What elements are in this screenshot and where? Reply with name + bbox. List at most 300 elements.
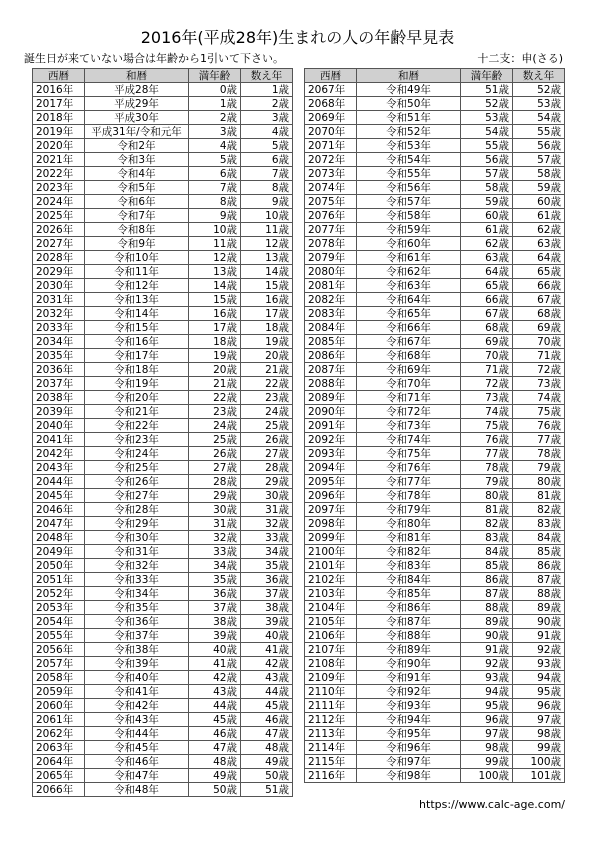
seireki-cell: 2046年 [33, 503, 85, 517]
wareki-cell: 令和61年 [357, 251, 461, 265]
wareki-cell: 令和41年 [85, 685, 189, 699]
mannenrei-cell: 67歳 [461, 307, 513, 321]
seireki-cell: 2100年 [305, 545, 357, 559]
wareki-cell: 令和27年 [85, 489, 189, 503]
kazoe-cell: 38歳 [241, 601, 293, 615]
mannenrei-cell: 73歳 [461, 391, 513, 405]
mannenrei-cell: 92歳 [461, 657, 513, 671]
wareki-cell: 令和92年 [357, 685, 461, 699]
table-row [33, 531, 293, 545]
kazoe-cell: 46歳 [241, 713, 293, 727]
kazoe-cell: 86歳 [513, 559, 565, 573]
table-row [305, 139, 565, 153]
mannenrei-cell: 75歳 [461, 419, 513, 433]
kazoe-cell: 41歳 [241, 643, 293, 657]
wareki-cell: 平成30年 [85, 111, 189, 125]
wareki-cell: 令和44年 [85, 727, 189, 741]
seireki-cell: 2022年 [33, 167, 85, 181]
kazoe-cell: 48歳 [241, 741, 293, 755]
table-row [33, 769, 293, 783]
kazoe-cell: 68歳 [513, 307, 565, 321]
seireki-cell: 2084年 [305, 321, 357, 335]
table-row [33, 307, 293, 321]
kazoe-cell: 2歳 [241, 97, 293, 111]
wareki-cell: 令和38年 [85, 643, 189, 657]
seireki-cell: 2024年 [33, 195, 85, 209]
mannenrei-cell: 85歳 [461, 559, 513, 573]
mannenrei-cell: 72歳 [461, 377, 513, 391]
wareki-cell: 令和46年 [85, 755, 189, 769]
wareki-cell: 令和9年 [85, 237, 189, 251]
kazoe-cell: 88歳 [513, 587, 565, 601]
kazoe-cell: 91歳 [513, 629, 565, 643]
mannenrei-cell: 70歳 [461, 349, 513, 363]
seireki-cell: 2093年 [305, 447, 357, 461]
wareki-cell: 令和73年 [357, 419, 461, 433]
table-row [305, 209, 565, 223]
mannenrei-cell: 96歳 [461, 713, 513, 727]
kazoe-cell: 81歳 [513, 489, 565, 503]
seireki-cell: 2111年 [305, 699, 357, 713]
wareki-cell: 令和11年 [85, 265, 189, 279]
seireki-cell: 2067年 [305, 83, 357, 97]
kazoe-cell: 54歳 [513, 111, 565, 125]
kazoe-cell: 59歳 [513, 181, 565, 195]
mannenrei-cell: 98歳 [461, 741, 513, 755]
mannenrei-cell: 32歳 [189, 531, 241, 545]
mannenrei-cell: 69歳 [461, 335, 513, 349]
table-row [305, 251, 565, 265]
mannenrei-cell: 1歳 [189, 97, 241, 111]
mannenrei-cell: 52歳 [461, 97, 513, 111]
seireki-cell: 2018年 [33, 111, 85, 125]
seireki-cell: 2101年 [305, 559, 357, 573]
mannenrei-cell: 50歳 [189, 783, 241, 797]
wareki-cell: 令和20年 [85, 391, 189, 405]
seireki-cell: 2107年 [305, 643, 357, 657]
seireki-cell: 2087年 [305, 363, 357, 377]
table-row [305, 517, 565, 531]
table-row [33, 139, 293, 153]
kazoe-cell: 97歳 [513, 713, 565, 727]
table-row [305, 475, 565, 489]
table-row [305, 489, 565, 503]
wareki-cell: 令和31年 [85, 545, 189, 559]
seireki-cell: 2082年 [305, 293, 357, 307]
mannenrei-cell: 18歳 [189, 335, 241, 349]
wareki-cell: 令和37年 [85, 629, 189, 643]
kazoe-cell: 10歳 [241, 209, 293, 223]
wareki-cell: 令和21年 [85, 405, 189, 419]
mannenrei-cell: 100歳 [461, 769, 513, 783]
kazoe-cell: 43歳 [241, 671, 293, 685]
wareki-cell: 令和23年 [85, 433, 189, 447]
table-row [305, 195, 565, 209]
wareki-cell: 令和69年 [357, 363, 461, 377]
mannenrei-cell: 84歳 [461, 545, 513, 559]
seireki-cell: 2062年 [33, 727, 85, 741]
wareki-cell: 令和43年 [85, 713, 189, 727]
seireki-cell: 2081年 [305, 279, 357, 293]
kazoe-cell: 52歳 [513, 83, 565, 97]
seireki-cell: 2019年 [33, 125, 85, 139]
mannenrei-cell: 88歳 [461, 601, 513, 615]
kazoe-cell: 17歳 [241, 307, 293, 321]
wareki-cell: 令和88年 [357, 629, 461, 643]
mannenrei-cell: 99歳 [461, 755, 513, 769]
table-row [33, 489, 293, 503]
header-kazoe: 数え年 [241, 69, 293, 83]
kazoe-cell: 101歳 [513, 769, 565, 783]
kazoe-cell: 30歳 [241, 489, 293, 503]
table-row [305, 643, 565, 657]
kazoe-cell: 13歳 [241, 251, 293, 265]
table-row [33, 685, 293, 699]
kazoe-cell: 33歳 [241, 531, 293, 545]
seireki-cell: 2057年 [33, 657, 85, 671]
seireki-cell: 2069年 [305, 111, 357, 125]
table-row [305, 545, 565, 559]
wareki-cell: 令和81年 [357, 531, 461, 545]
table-row [33, 181, 293, 195]
kazoe-cell: 93歳 [513, 657, 565, 671]
mannenrei-cell: 29歳 [189, 489, 241, 503]
seireki-cell: 2056年 [33, 643, 85, 657]
mannenrei-cell: 90歳 [461, 629, 513, 643]
seireki-cell: 2097年 [305, 503, 357, 517]
seireki-cell: 2104年 [305, 601, 357, 615]
wareki-cell: 令和82年 [357, 545, 461, 559]
seireki-cell: 2116年 [305, 769, 357, 783]
kazoe-cell: 4歳 [241, 125, 293, 139]
seireki-cell: 2068年 [305, 97, 357, 111]
mannenrei-cell: 64歳 [461, 265, 513, 279]
header-kazoe: 数え年 [513, 69, 565, 83]
table-row [305, 111, 565, 125]
kazoe-cell: 58歳 [513, 167, 565, 181]
table-row [305, 587, 565, 601]
seireki-cell: 2060年 [33, 699, 85, 713]
seireki-cell: 2073年 [305, 167, 357, 181]
table-row [305, 377, 565, 391]
wareki-cell: 令和50年 [357, 97, 461, 111]
kazoe-cell: 100歳 [513, 755, 565, 769]
table-row [305, 629, 565, 643]
kazoe-cell: 96歳 [513, 699, 565, 713]
table-row [305, 419, 565, 433]
table-row [33, 237, 293, 251]
table-row [33, 601, 293, 615]
mannenrei-cell: 0歳 [189, 83, 241, 97]
seireki-cell: 2072年 [305, 153, 357, 167]
kazoe-cell: 8歳 [241, 181, 293, 195]
kazoe-cell: 36歳 [241, 573, 293, 587]
mannenrei-cell: 77歳 [461, 447, 513, 461]
table-row [305, 363, 565, 377]
mannenrei-cell: 65歳 [461, 279, 513, 293]
seireki-cell: 2034年 [33, 335, 85, 349]
wareki-cell: 令和75年 [357, 447, 461, 461]
table-row [33, 251, 293, 265]
seireki-cell: 2083年 [305, 307, 357, 321]
table-row [33, 125, 293, 139]
wareki-cell: 令和53年 [357, 139, 461, 153]
site-url: https://www.calc-age.com/ [419, 798, 565, 811]
wareki-cell: 令和6年 [85, 195, 189, 209]
seireki-cell: 2115年 [305, 755, 357, 769]
seireki-cell: 2032年 [33, 307, 85, 321]
wareki-cell: 令和25年 [85, 461, 189, 475]
seireki-cell: 2037年 [33, 377, 85, 391]
seireki-cell: 2105年 [305, 615, 357, 629]
kazoe-cell: 65歳 [513, 265, 565, 279]
header-seireki: 西暦 [33, 69, 85, 83]
seireki-cell: 2099年 [305, 531, 357, 545]
table-row [305, 153, 565, 167]
table-row [305, 461, 565, 475]
mannenrei-cell: 60歳 [461, 209, 513, 223]
wareki-cell: 令和86年 [357, 601, 461, 615]
seireki-cell: 2078年 [305, 237, 357, 251]
table-row [305, 769, 565, 783]
kazoe-cell: 83歳 [513, 517, 565, 531]
table-row [33, 391, 293, 405]
seireki-cell: 2065年 [33, 769, 85, 783]
header-seireki: 西暦 [305, 69, 357, 83]
mannenrei-cell: 94歳 [461, 685, 513, 699]
wareki-cell: 令和10年 [85, 251, 189, 265]
kazoe-cell: 40歳 [241, 629, 293, 643]
kazoe-cell: 75歳 [513, 405, 565, 419]
wareki-cell: 令和89年 [357, 643, 461, 657]
wareki-cell: 令和35年 [85, 601, 189, 615]
kazoe-cell: 66歳 [513, 279, 565, 293]
mannenrei-cell: 42歳 [189, 671, 241, 685]
table-row [33, 587, 293, 601]
wareki-cell: 令和16年 [85, 335, 189, 349]
kazoe-cell: 78歳 [513, 447, 565, 461]
kazoe-cell: 80歳 [513, 475, 565, 489]
kazoe-cell: 50歳 [241, 769, 293, 783]
kazoe-cell: 61歳 [513, 209, 565, 223]
seireki-cell: 2031年 [33, 293, 85, 307]
kazoe-cell: 12歳 [241, 237, 293, 251]
seireki-cell: 2110年 [305, 685, 357, 699]
mannenrei-cell: 21歳 [189, 377, 241, 391]
mannenrei-cell: 38歳 [189, 615, 241, 629]
kazoe-cell: 9歳 [241, 195, 293, 209]
kazoe-cell: 71歳 [513, 349, 565, 363]
wareki-cell: 令和48年 [85, 783, 189, 797]
age-note: 誕生日が来ていない場合は年齢から1引いて下さい。 [24, 52, 284, 65]
wareki-cell: 令和63年 [357, 279, 461, 293]
kazoe-cell: 79歳 [513, 461, 565, 475]
mannenrei-cell: 10歳 [189, 223, 241, 237]
wareki-cell: 令和70年 [357, 377, 461, 391]
table-row [305, 755, 565, 769]
kazoe-cell: 92歳 [513, 643, 565, 657]
seireki-cell: 2041年 [33, 433, 85, 447]
seireki-cell: 2074年 [305, 181, 357, 195]
wareki-cell: 令和5年 [85, 181, 189, 195]
mannenrei-cell: 81歳 [461, 503, 513, 517]
seireki-cell: 2030年 [33, 279, 85, 293]
kazoe-cell: 25歳 [241, 419, 293, 433]
mannenrei-cell: 56歳 [461, 153, 513, 167]
kazoe-cell: 56歳 [513, 139, 565, 153]
table-row [305, 741, 565, 755]
mannenrei-cell: 66歳 [461, 293, 513, 307]
table-row [33, 377, 293, 391]
mannenrei-cell: 74歳 [461, 405, 513, 419]
table-row [305, 531, 565, 545]
seireki-cell: 2029年 [33, 265, 85, 279]
table-row [33, 335, 293, 349]
wareki-cell: 令和45年 [85, 741, 189, 755]
header-mannenrei: 満年齢 [189, 69, 241, 83]
kazoe-cell: 45歳 [241, 699, 293, 713]
mannenrei-cell: 8歳 [189, 195, 241, 209]
table-row [305, 573, 565, 587]
mannenrei-cell: 13歳 [189, 265, 241, 279]
table-row [33, 755, 293, 769]
wareki-cell: 令和2年 [85, 139, 189, 153]
kazoe-cell: 49歳 [241, 755, 293, 769]
wareki-cell: 令和22年 [85, 419, 189, 433]
wareki-cell: 令和51年 [357, 111, 461, 125]
kazoe-cell: 72歳 [513, 363, 565, 377]
wareki-cell: 令和65年 [357, 307, 461, 321]
kazoe-cell: 18歳 [241, 321, 293, 335]
seireki-cell: 2109年 [305, 671, 357, 685]
seireki-cell: 2047年 [33, 517, 85, 531]
wareki-cell: 令和8年 [85, 223, 189, 237]
wareki-cell: 令和62年 [357, 265, 461, 279]
mannenrei-cell: 46歳 [189, 727, 241, 741]
kazoe-cell: 60歳 [513, 195, 565, 209]
kazoe-cell: 27歳 [241, 447, 293, 461]
wareki-cell: 令和19年 [85, 377, 189, 391]
mannenrei-cell: 80歳 [461, 489, 513, 503]
table-row [33, 293, 293, 307]
wareki-cell: 令和14年 [85, 307, 189, 321]
kazoe-cell: 1歳 [241, 83, 293, 97]
wareki-cell: 令和57年 [357, 195, 461, 209]
wareki-cell: 令和95年 [357, 727, 461, 741]
wareki-cell: 令和91年 [357, 671, 461, 685]
wareki-cell: 令和80年 [357, 517, 461, 531]
mannenrei-cell: 48歳 [189, 755, 241, 769]
mannenrei-cell: 41歳 [189, 657, 241, 671]
kazoe-cell: 82歳 [513, 503, 565, 517]
seireki-cell: 2035年 [33, 349, 85, 363]
kazoe-cell: 42歳 [241, 657, 293, 671]
seireki-cell: 2026年 [33, 223, 85, 237]
mannenrei-cell: 57歳 [461, 167, 513, 181]
kazoe-cell: 29歳 [241, 475, 293, 489]
seireki-cell: 2113年 [305, 727, 357, 741]
kazoe-cell: 23歳 [241, 391, 293, 405]
mannenrei-cell: 79歳 [461, 475, 513, 489]
kazoe-cell: 5歳 [241, 139, 293, 153]
seireki-cell: 2051年 [33, 573, 85, 587]
seireki-cell: 2049年 [33, 545, 85, 559]
kazoe-cell: 32歳 [241, 517, 293, 531]
table-row [305, 391, 565, 405]
wareki-cell: 令和4年 [85, 167, 189, 181]
seireki-cell: 2091年 [305, 419, 357, 433]
table-row [305, 293, 565, 307]
table-row [33, 209, 293, 223]
mannenrei-cell: 68歳 [461, 321, 513, 335]
mannenrei-cell: 63歳 [461, 251, 513, 265]
mannenrei-cell: 47歳 [189, 741, 241, 755]
mannenrei-cell: 33歳 [189, 545, 241, 559]
kazoe-cell: 22歳 [241, 377, 293, 391]
kazoe-cell: 28歳 [241, 461, 293, 475]
seireki-cell: 2058年 [33, 671, 85, 685]
seireki-cell: 2025年 [33, 209, 85, 223]
mannenrei-cell: 49歳 [189, 769, 241, 783]
mannenrei-cell: 58歳 [461, 181, 513, 195]
table-row [33, 503, 293, 517]
wareki-cell: 令和64年 [357, 293, 461, 307]
table-row [305, 265, 565, 279]
table-row [305, 447, 565, 461]
table-row [305, 307, 565, 321]
seireki-cell: 2039年 [33, 405, 85, 419]
table-row [305, 601, 565, 615]
wareki-cell: 令和94年 [357, 713, 461, 727]
seireki-cell: 2063年 [33, 741, 85, 755]
kazoe-cell: 35歳 [241, 559, 293, 573]
mannenrei-cell: 45歳 [189, 713, 241, 727]
mannenrei-cell: 55歳 [461, 139, 513, 153]
wareki-cell: 令和18年 [85, 363, 189, 377]
table-row [33, 349, 293, 363]
kazoe-cell: 95歳 [513, 685, 565, 699]
seireki-cell: 2052年 [33, 587, 85, 601]
wareki-cell: 令和72年 [357, 405, 461, 419]
kazoe-cell: 21歳 [241, 363, 293, 377]
mannenrei-cell: 11歳 [189, 237, 241, 251]
seireki-cell: 2112年 [305, 713, 357, 727]
wareki-cell: 令和67年 [357, 335, 461, 349]
seireki-cell: 2094年 [305, 461, 357, 475]
mannenrei-cell: 62歳 [461, 237, 513, 251]
mannenrei-cell: 91歳 [461, 643, 513, 657]
wareki-cell: 令和60年 [357, 237, 461, 251]
zodiac-label: 十二支：申(さる) [477, 52, 563, 65]
table-row [33, 419, 293, 433]
mannenrei-cell: 39歳 [189, 629, 241, 643]
mannenrei-cell: 22歳 [189, 391, 241, 405]
wareki-cell: 平成28年 [85, 83, 189, 97]
seireki-cell: 2086年 [305, 349, 357, 363]
wareki-cell: 令和47年 [85, 769, 189, 783]
kazoe-cell: 53歳 [513, 97, 565, 111]
seireki-cell: 2054年 [33, 615, 85, 629]
kazoe-cell: 47歳 [241, 727, 293, 741]
wareki-cell: 令和49年 [357, 83, 461, 97]
seireki-cell: 2108年 [305, 657, 357, 671]
kazoe-cell: 34歳 [241, 545, 293, 559]
kazoe-cell: 98歳 [513, 727, 565, 741]
kazoe-cell: 19歳 [241, 335, 293, 349]
mannenrei-cell: 12歳 [189, 251, 241, 265]
wareki-cell: 令和15年 [85, 321, 189, 335]
mannenrei-cell: 9歳 [189, 209, 241, 223]
